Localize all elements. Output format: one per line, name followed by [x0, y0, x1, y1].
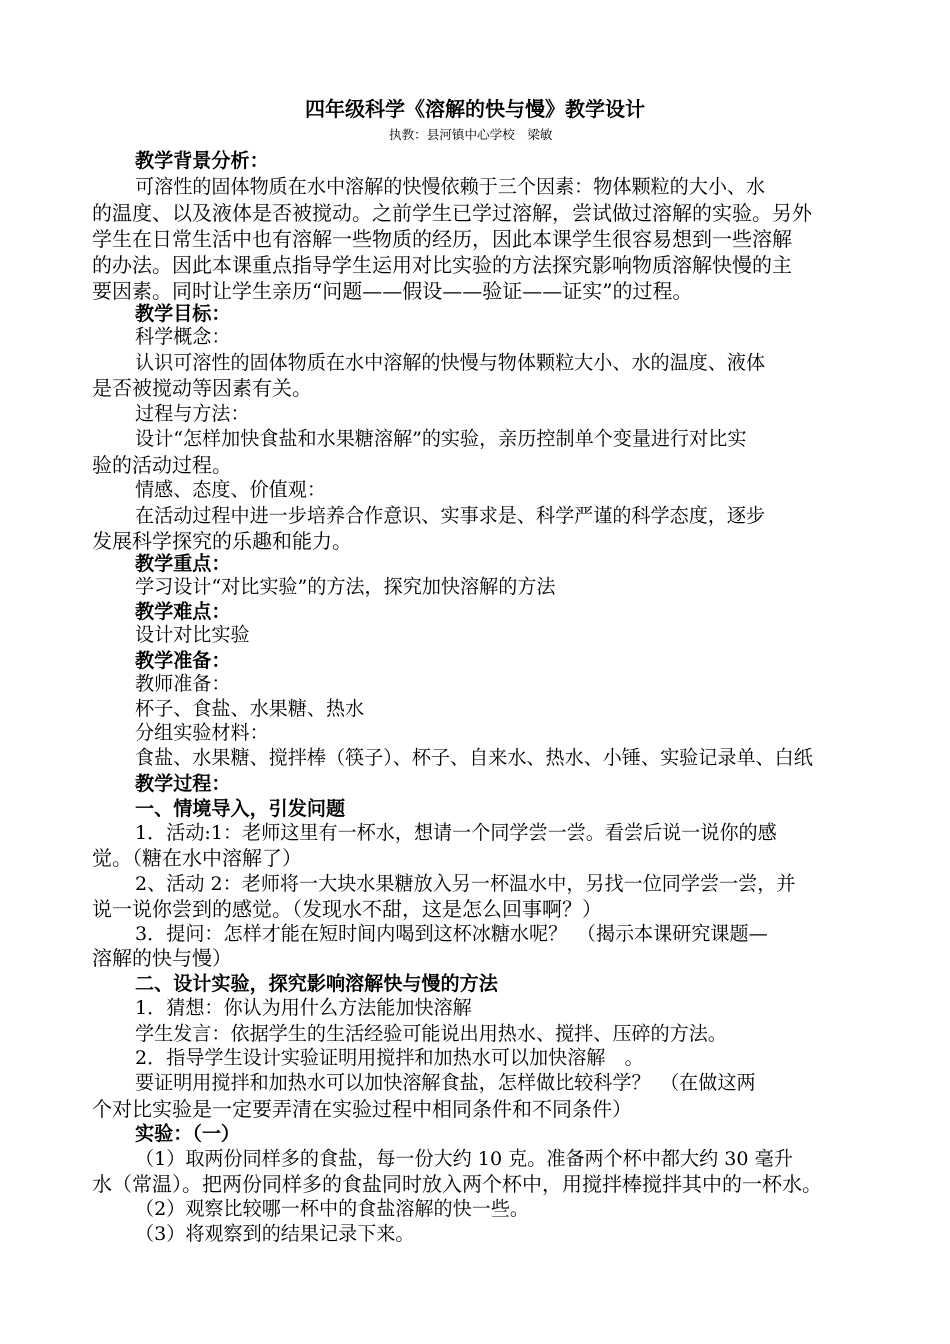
paragraph-line: （2）观察比较哪一杯中的食盐溶解的快一些。: [135, 1197, 530, 1220]
paragraph-line: 学生发言：依据学生的生活经验可能说出用热水、搅拌、压碎的方法。: [135, 1022, 727, 1045]
part1-heading: 一、情境导入，引发问题: [135, 797, 346, 820]
paragraph-line: 要证明用搅拌和加热水可以加快溶解食盐，怎样做比较科学？ （在做这两: [135, 1071, 756, 1094]
paragraph-line: 个对比实验是一定要弄清在实验过程中相同条件和不同条件）: [92, 1097, 632, 1121]
teacher-prep-text: 杯子、食盐、水果糖、热水: [135, 697, 365, 720]
group-prep-heading: 分组实验材料：: [135, 721, 269, 744]
background-heading: 教学背景分析：: [135, 149, 269, 172]
paragraph-line: 的办法。因此本课重点指导学生运用对比实验的方法探究影响物质溶解快慢的主: [92, 253, 792, 277]
paragraph-line: 溶解的快与慢）: [92, 946, 232, 970]
paragraph-line: 发展科学探究的乐趣和能力。: [92, 529, 352, 553]
paragraph-line: 认识可溶性的固体物质在水中溶解的快慢与物体颗粒大小、水的温度、液体: [135, 351, 766, 374]
paragraph-line: 验的活动过程。: [92, 453, 232, 477]
goals-heading: 教学目标：: [135, 302, 231, 325]
paragraph-line: 水（常温）。把两份同样多的食盐同时放入两个杯中，用搅拌棒搅拌其中的一杯水。: [92, 1172, 822, 1196]
key-heading: 教学重点：: [135, 552, 231, 575]
paragraph-line: 在活动过程中进一步培养合作意识、实事求是、科学严谨的科学态度，逐步: [135, 504, 766, 527]
paragraph-line: （3）将观察到的结果记录下来。: [135, 1222, 415, 1245]
paragraph-line: 2、活动 2：老师将一大块水果糖放入另一杯温水中，另找一位同学尝一尝，并: [135, 872, 796, 895]
paragraph-line: 1．活动:1：老师这里有一杯水，想请一个同学尝一尝。看尝后说一说你的感: [135, 821, 777, 844]
paragraph-line: 是否被搅动等因素有关。: [92, 376, 312, 400]
paragraph-line: 要因素。同时让学生亲历“问题——假设——验证——证实”的过程。: [92, 279, 693, 303]
part2-heading: 二、设计实验，探究影响溶解快与慢的方法: [135, 972, 498, 995]
document-title: 四年级科学《溶解的快与慢》教学设计: [305, 97, 645, 121]
paragraph-line: 3．提问：怎样才能在短时间内喝到这杯冰糖水呢？ （揭示本课研究课题—: [135, 922, 768, 945]
experiment-heading: 实验：（一）: [135, 1122, 241, 1145]
difficulty-heading: 教学难点：: [135, 600, 231, 623]
paragraph-line: 可溶性的固体物质在水中溶解的快慢依赖于三个因素：物体颗粒的大小、水: [135, 175, 766, 198]
teacher-prep-heading: 教师准备：: [135, 672, 231, 695]
concept-heading: 科学概念：: [135, 325, 231, 348]
teacher-line: 执教：县河镇中心学校 梁敏: [389, 127, 553, 142]
attitude-heading: 情感、态度、价值观：: [135, 478, 326, 501]
paragraph-line: 2．指导学生设计实验证明用搅拌和加热水可以加快溶解 。: [135, 1046, 644, 1069]
paragraph-line: 设计“怎样加快食盐和水果糖溶解”的实验，亲历控制单个变量进行对比实: [135, 427, 747, 450]
key-text: 学习设计“对比实验”的方法，探究加快溶解的方法: [135, 575, 556, 598]
paragraph-line: 说一说你尝到的感觉。（发现水不甜，这是怎么回事啊？）: [92, 897, 602, 921]
paragraph-line: 学生在日常生活中也有溶解一些物质的经历，因此本课学生很容易想到一些溶解: [92, 227, 792, 251]
paragraph-line: 的温度、以及液体是否被搅动。之前学生已学过溶解，尝试做过溶解的实验。另外: [92, 201, 812, 225]
paragraph-line: 1．猜想：你认为用什么方法能加快溶解: [135, 996, 472, 1019]
group-prep-text: 食盐、水果糖、搅拌棒（筷子）、杯子、自来水、热水、小锤、实验记录单、白纸: [135, 746, 813, 769]
paragraph-line: （1）取两份同样多的食盐，每一份大约 10 克。准备两个杯中都大约 30 毫升: [135, 1147, 793, 1170]
prep-heading: 教学准备：: [135, 649, 231, 672]
procedure-heading: 教学过程：: [135, 772, 231, 795]
difficulty-text: 设计对比实验: [135, 623, 250, 646]
paragraph-line: 觉。（糖在水中溶解了）: [92, 846, 302, 870]
process-heading: 过程与方法：: [135, 402, 250, 425]
